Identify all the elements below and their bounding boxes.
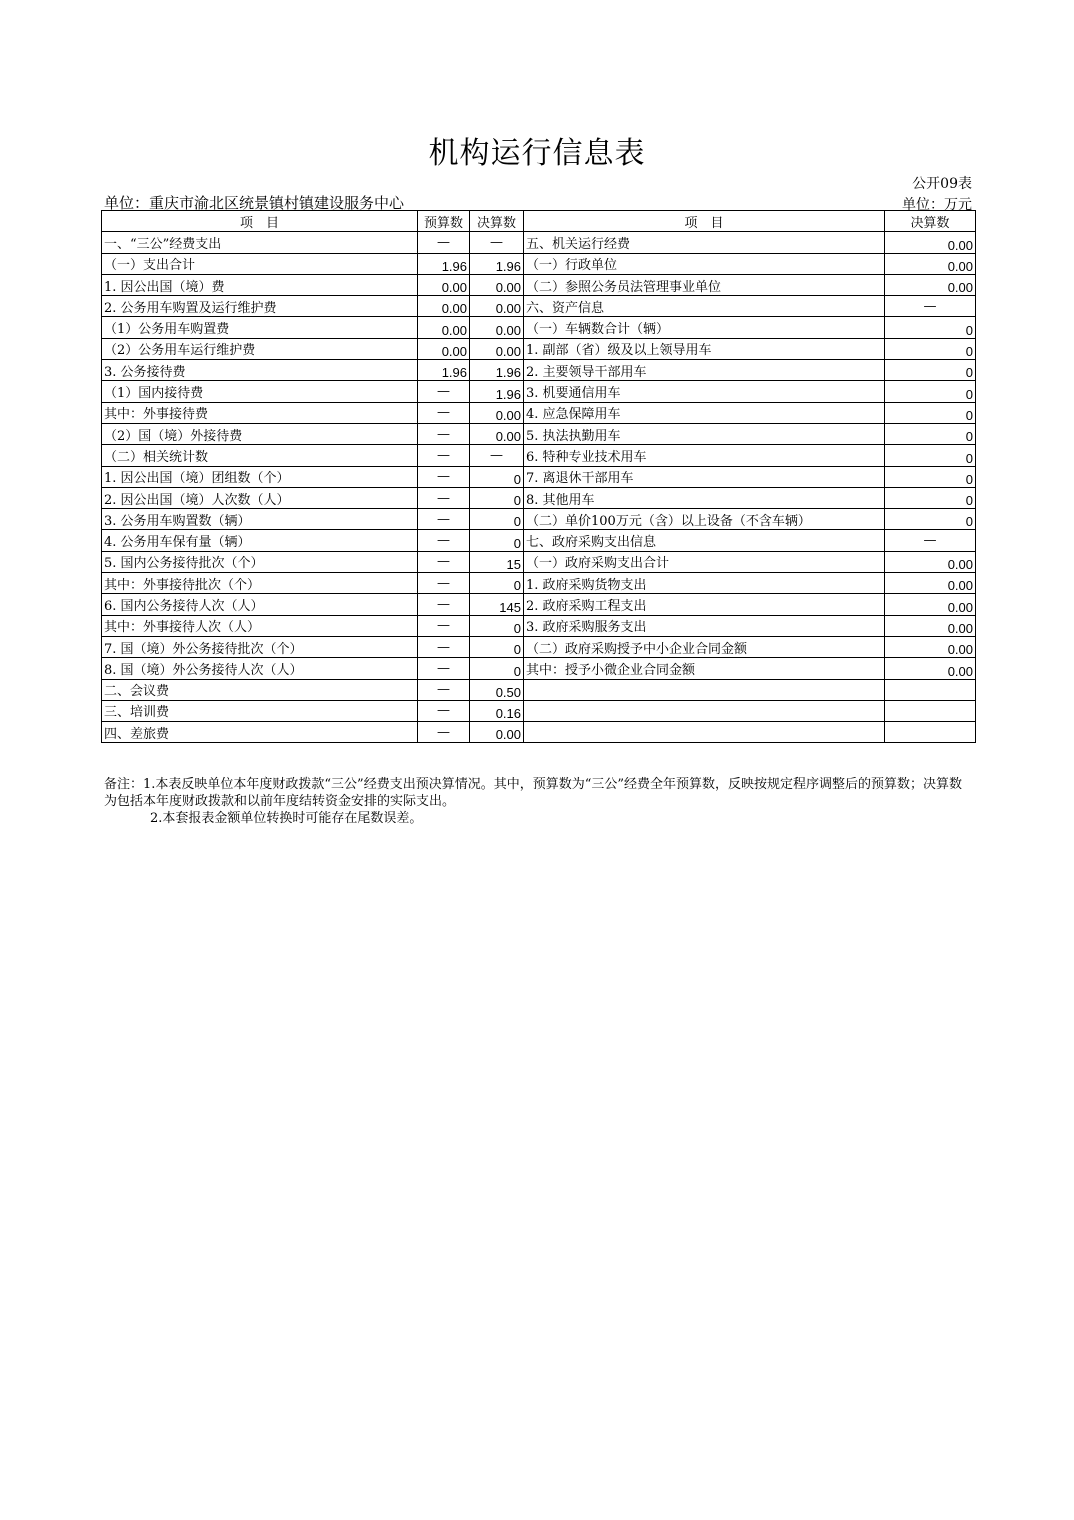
final-value-left: 1.96 xyxy=(470,360,524,381)
right-item-label: 7. 离退休干部用车 xyxy=(524,466,885,487)
form-number: 公开09表 xyxy=(912,176,972,192)
final-value-right: 0 xyxy=(885,402,976,423)
left-item-label: （1）国内接待费 xyxy=(102,381,418,402)
left-item-label: （2）国（境）外接待费 xyxy=(102,423,418,444)
right-item-label: 六、资产信息 xyxy=(524,296,885,317)
budget-value: — xyxy=(418,722,470,743)
left-item-label: （1）公务用车购置费 xyxy=(102,317,418,338)
header-item-right: 项 目 xyxy=(524,211,885,232)
table-row xyxy=(102,594,976,615)
final-value-left: 15 xyxy=(470,551,524,572)
budget-value: — xyxy=(418,466,470,487)
table-row xyxy=(102,509,976,530)
left-item-label: 1. 因公出国（境）费 xyxy=(102,274,418,295)
left-item-label: （一）支出合计 xyxy=(102,253,418,274)
right-item-label: （一）行政单位 xyxy=(524,253,885,274)
right-item-label: 七、政府采购支出信息 xyxy=(524,530,885,551)
budget-value: 1.96 xyxy=(418,360,470,381)
right-item-label: （二）政府采购授予中小企业合同金额 xyxy=(524,636,885,657)
final-value-left: 0.00 xyxy=(470,338,524,359)
budget-value: 0.00 xyxy=(418,338,470,359)
final-value-left: — xyxy=(470,232,524,253)
table-row xyxy=(102,487,976,508)
left-item-label: 2. 公务用车购置及运行维护费 xyxy=(102,296,418,317)
final-value-right: 0 xyxy=(885,338,976,359)
final-value-right: — xyxy=(885,296,976,317)
left-item-label: 4. 公务用车保有量（辆） xyxy=(102,530,418,551)
left-item-label: 三、培训费 xyxy=(102,700,418,721)
final-value-right: 0.00 xyxy=(885,615,976,636)
final-value-right: 0.00 xyxy=(885,658,976,679)
left-item-label: 其中：外事接待费 xyxy=(102,402,418,423)
budget-value: — xyxy=(418,636,470,657)
header-item-left: 项 目 xyxy=(102,211,418,232)
final-value-left: 0 xyxy=(470,487,524,508)
table-row xyxy=(102,381,976,402)
final-value-left: 0.16 xyxy=(470,700,524,721)
right-item-label: 4. 应急保障用车 xyxy=(524,402,885,423)
left-item-label: 四、差旅费 xyxy=(102,722,418,743)
table-row xyxy=(102,360,976,381)
final-value-left: 0 xyxy=(470,573,524,594)
final-value-right: 0.00 xyxy=(885,636,976,657)
budget-value: — xyxy=(418,658,470,679)
table-header-row xyxy=(102,211,976,232)
budget-value: — xyxy=(418,700,470,721)
left-item-label: 2. 因公出国（境）人次数（人） xyxy=(102,487,418,508)
budget-value: 0.00 xyxy=(418,296,470,317)
left-item-label: 一、“三公”经费支出 xyxy=(102,232,418,253)
table-row xyxy=(102,700,976,721)
final-value-left: 0.00 xyxy=(470,317,524,338)
final-value-right: 0.00 xyxy=(885,594,976,615)
budget-value: — xyxy=(418,232,470,253)
left-item-label: 3. 公务接待费 xyxy=(102,360,418,381)
left-item-label: 3. 公务用车购置数（辆） xyxy=(102,509,418,530)
final-value-right: — xyxy=(885,530,976,551)
final-value-right: 0 xyxy=(885,509,976,530)
budget-value: — xyxy=(418,679,470,700)
left-item-label: （2）公务用车运行维护费 xyxy=(102,338,418,359)
budget-value: — xyxy=(418,402,470,423)
right-item-label: 3. 机要通信用车 xyxy=(524,381,885,402)
final-value-left: 0.00 xyxy=(470,274,524,295)
budget-value: — xyxy=(418,509,470,530)
final-value-left: 1.96 xyxy=(470,253,524,274)
final-value-right: 0 xyxy=(885,360,976,381)
table-row xyxy=(102,317,976,338)
final-value-right xyxy=(885,700,976,721)
budget-value: — xyxy=(418,445,470,466)
right-item-label: 1. 副部（省）级及以上领导用车 xyxy=(524,338,885,359)
right-item-label xyxy=(524,700,885,721)
final-value-right: 0.00 xyxy=(885,253,976,274)
info-table xyxy=(101,210,976,743)
final-value-left: 0.00 xyxy=(470,423,524,444)
final-value-left: — xyxy=(470,445,524,466)
budget-value: 0.00 xyxy=(418,274,470,295)
left-item-label: 6. 国内公务接待人次（人） xyxy=(102,594,418,615)
final-value-right: 0.00 xyxy=(885,274,976,295)
budget-value: — xyxy=(418,530,470,551)
right-item-label: （二）单价100万元（含）以上设备（不含车辆） xyxy=(524,509,885,530)
page-title: 机构运行信息表 xyxy=(428,136,646,171)
right-item-label: 3. 政府采购服务支出 xyxy=(524,615,885,636)
final-value-left: 0.00 xyxy=(470,722,524,743)
table-row xyxy=(102,296,976,317)
note-1: 备注：1.本表反映单位本年度财政拨款“三公”经费支出预决算情况。其中，预算数为“三公”经费全年预算数，反映按规定程序调整后的预算数；决算数为包括本年度财政拨款和以前年度结转资金安排的实际支出。 xyxy=(104,777,962,809)
left-item-label: 1. 因公出国（境）团组数（个） xyxy=(102,466,418,487)
right-item-label: 1. 政府采购货物支出 xyxy=(524,573,885,594)
right-item-label: （一）政府采购支出合计 xyxy=(524,551,885,572)
notes xyxy=(104,776,970,827)
budget-value: — xyxy=(418,573,470,594)
table-row xyxy=(102,232,976,253)
left-item-label: 其中：外事接待人次（人） xyxy=(102,615,418,636)
final-value-right: 0.00 xyxy=(885,232,976,253)
final-value-left: 0.50 xyxy=(470,679,524,700)
table-row xyxy=(102,466,976,487)
budget-value: — xyxy=(418,615,470,636)
unit-organization: 单位：重庆市渝北区统景镇村镇建设服务中心 xyxy=(104,194,405,212)
right-item-label: 五、机关运行经费 xyxy=(524,232,885,253)
header-final-left: 决算数 xyxy=(470,211,524,232)
table-row xyxy=(102,253,976,274)
budget-value: 1.96 xyxy=(418,253,470,274)
left-item-label: 7. 国（境）外公务接待批次（个） xyxy=(102,636,418,657)
final-value-left: 1.96 xyxy=(470,381,524,402)
final-value-right: 0 xyxy=(885,423,976,444)
left-item-label: （二）相关统计数 xyxy=(102,445,418,466)
final-value-left: 0 xyxy=(470,636,524,657)
final-value-left: 0 xyxy=(470,509,524,530)
budget-value: 0.00 xyxy=(418,317,470,338)
budget-value: — xyxy=(418,381,470,402)
table-row xyxy=(102,423,976,444)
table-row xyxy=(102,445,976,466)
final-value-left: 0.00 xyxy=(470,402,524,423)
right-item-label: （一）车辆数合计（辆） xyxy=(524,317,885,338)
budget-value: — xyxy=(418,423,470,444)
final-value-right xyxy=(885,722,976,743)
table-row xyxy=(102,551,976,572)
budget-value: — xyxy=(418,487,470,508)
final-value-left: 0 xyxy=(470,658,524,679)
final-value-right: 0 xyxy=(885,445,976,466)
left-item-label: 其中：外事接待批次（个） xyxy=(102,573,418,594)
final-value-right: 0 xyxy=(885,381,976,402)
budget-value: — xyxy=(418,594,470,615)
table-row xyxy=(102,615,976,636)
table-row xyxy=(102,530,976,551)
final-value-right: 0 xyxy=(885,487,976,508)
final-value-left: 0.00 xyxy=(470,296,524,317)
right-item-label: 其中：授予小微企业合同金额 xyxy=(524,658,885,679)
final-value-right: 0 xyxy=(885,466,976,487)
table-row xyxy=(102,274,976,295)
final-value-right: 0 xyxy=(885,317,976,338)
table-row xyxy=(102,636,976,657)
final-value-left: 0 xyxy=(470,466,524,487)
table-row xyxy=(102,573,976,594)
final-value-left: 0 xyxy=(470,530,524,551)
final-value-left: 145 xyxy=(470,594,524,615)
table-row xyxy=(102,679,976,700)
right-item-label xyxy=(524,679,885,700)
budget-value: — xyxy=(418,551,470,572)
header-budget: 预算数 xyxy=(418,211,470,232)
table-row xyxy=(102,658,976,679)
header-final-right: 决算数 xyxy=(885,211,976,232)
final-value-right: 0.00 xyxy=(885,573,976,594)
table-row xyxy=(102,402,976,423)
left-item-label: 二、会议费 xyxy=(102,679,418,700)
right-item-label: 2. 政府采购工程支出 xyxy=(524,594,885,615)
final-value-right xyxy=(885,679,976,700)
right-item-label: 8. 其他用车 xyxy=(524,487,885,508)
left-item-label: 5. 国内公务接待批次（个） xyxy=(102,551,418,572)
right-item-label: 6. 特种专业技术用车 xyxy=(524,445,885,466)
right-item-label xyxy=(524,722,885,743)
note-2: 2.本套报表金额单位转换时可能存在尾数误差。 xyxy=(150,811,423,826)
right-item-label: 5. 执法执勤用车 xyxy=(524,423,885,444)
table-body xyxy=(102,232,976,743)
table-row xyxy=(102,722,976,743)
unit-money: 单位：万元 xyxy=(902,197,972,213)
table-row xyxy=(102,338,976,359)
final-value-right: 0.00 xyxy=(885,551,976,572)
final-value-left: 0 xyxy=(470,615,524,636)
left-item-label: 8. 国（境）外公务接待人次（人） xyxy=(102,658,418,679)
right-item-label: （二）参照公务员法管理事业单位 xyxy=(524,274,885,295)
right-item-label: 2. 主要领导干部用车 xyxy=(524,360,885,381)
